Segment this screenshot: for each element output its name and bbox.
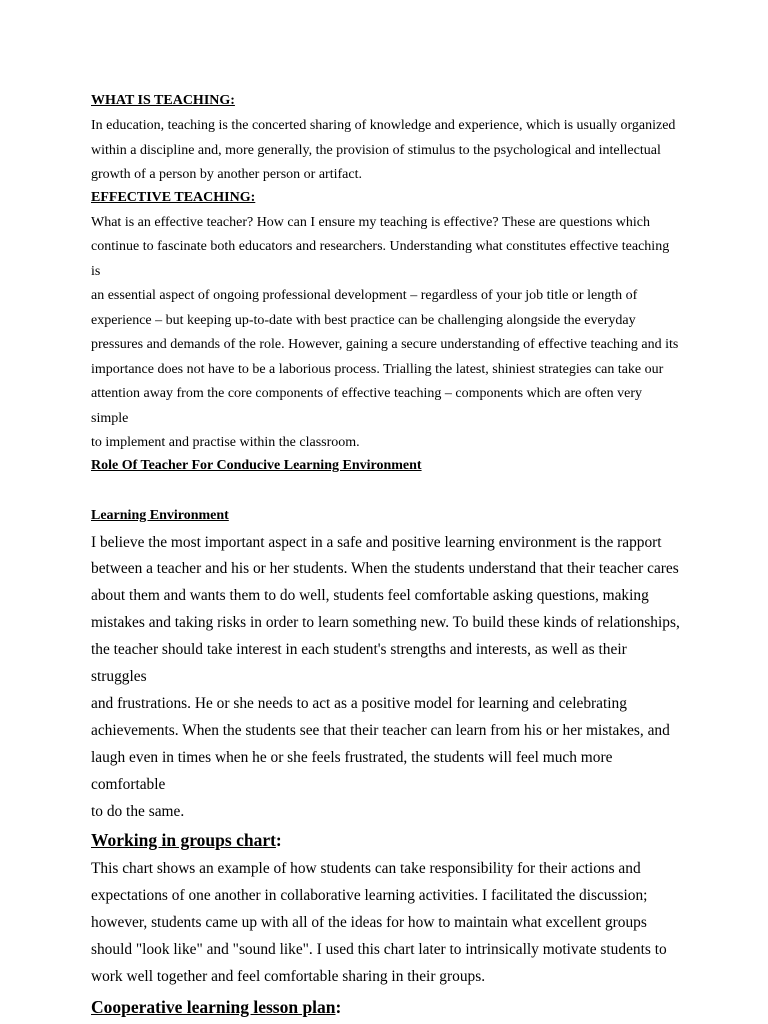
paragraph-what-is-teaching	[91, 114, 681, 188]
document-body	[91, 91, 681, 1019]
text-line: to implement and practise within the classroom.	[91, 435, 360, 450]
text-line: growth of a person by another person or artifact.	[91, 167, 362, 182]
text-line: In education, teaching is the concerted sharing of knowledge and experience, which is usually organized	[91, 118, 676, 133]
text-line: and frustrations. He or she needs to act as a positive model for learning and celebrating	[91, 694, 627, 712]
heading-cooperative-learning	[91, 995, 681, 1019]
text-line: What is an effective teacher? How can I ensure my teaching is effective? These are questions which	[91, 214, 650, 230]
text-line: continue to fascinate both educators and researchers. Understanding what constitutes effective teaching is	[91, 239, 670, 279]
text-line: I believe the most important aspect in a safe and positive learning environment is the rapport	[91, 533, 662, 551]
heading-underlined-text: Cooperative learning lesson plan	[91, 997, 336, 1017]
text-line: importance does not have to be a laborious process. Trialling the latest, shiniest strategies can take our	[91, 361, 664, 377]
heading-what-is-teaching: WHAT IS TEACHING:	[91, 93, 235, 108]
text-line: mistakes and taking risks in order to learn something new. To build these kinds of relationships,	[91, 614, 680, 632]
heading-learning-environment: Learning Environment	[91, 507, 229, 523]
text-line: experience – but keeping up-to-date with best practice can be challenging alongside the everyday	[91, 312, 636, 328]
text-line: pressures and demands of the role. However, gaining a secure understanding of effective teaching and its	[91, 337, 679, 352]
heading-role-of-teacher: Role Of Teacher For Conducive Learning Environment	[91, 457, 422, 473]
text-line: an essential aspect of ongoing professional development – regardless of your job title or length of	[91, 288, 638, 303]
text-line: expectations of one another in collaborative learning activities. I facilitated the discussion;	[91, 887, 648, 905]
paragraph-working-in-groups	[91, 856, 681, 991]
text-line: work well together and feel comfortable sharing in their groups.	[91, 968, 486, 986]
text-line: the teacher should take interest in each student's strengths and interests, as well as their struggles	[91, 641, 627, 686]
text-line: This chart shows an example of how students can take responsibility for their actions and	[91, 860, 641, 878]
heading-underlined-text: Working in groups chart	[91, 830, 276, 851]
text-line: however, students came up with all of the ideas for how to maintain what excellent groups	[91, 914, 647, 932]
heading-effective-teaching: EFFECTIVE TEACHING:	[91, 189, 256, 205]
text-line: between a teacher and his or her students. When the students understand that their teacher cares	[91, 560, 679, 578]
text-line: achievements. When the students see that their teacher can learn from his or her mistakes, and	[91, 721, 670, 739]
paragraph-effective-teaching	[91, 211, 681, 456]
text-line: to do the same.	[91, 802, 185, 820]
heading-colon: :	[335, 997, 342, 1017]
heading-colon: :	[275, 830, 282, 851]
text-line: laugh even in times when he or she feels frustrated, the students will feel much more comfortable	[91, 748, 613, 793]
text-line: about them and wants them to do well, students feel comfortable asking questions, making	[91, 587, 649, 605]
text-line: within a discipline and, more generally, the provision of stimulus to the psychological and intellectual	[91, 142, 661, 158]
text-line: attention away from the core components of effective teaching – components which are often very simple	[91, 386, 642, 426]
text-line: should "look like" and "sound like". I used this chart later to intrinsically motivate students to	[91, 941, 667, 959]
paragraph-learning-environment	[91, 530, 681, 826]
heading-working-in-groups	[91, 828, 681, 852]
